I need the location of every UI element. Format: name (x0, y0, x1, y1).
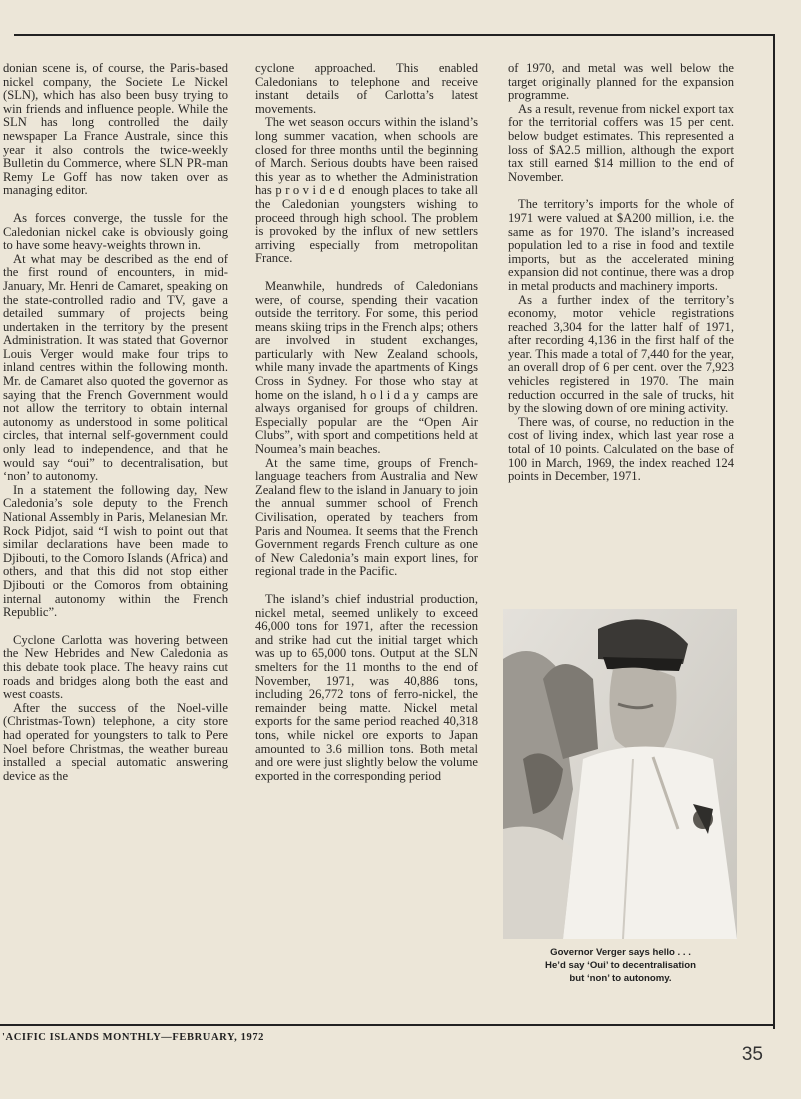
right-rule (773, 34, 775, 1029)
paragraph: donian scene is, of course, the Paris-based nickel company, the Societe Le Nickel (SLN), which has also been busy trying to win friends and influence people. While the SLN has long controlled the daily newspaper La France Australe, since this year it also controls the twice-weekly Bulletin du Commerce, where SLN PR-man Remy Le Goff has now taken over as managing editor. (3, 61, 228, 198)
paragraph: At what may be described as the end of the first round of encounters, in mid-January, Mr. Henri de Camaret, speaking on the state-controlled radio and TV, gave a detailed summary of projects being undertaken in the territory by the present Administration. It was stated that Governor Louis Verger would make four trips to inland centres within the following month. Mr. de Camaret also quoted the governor as saying that the French Government would not allow the territory to obtain internal autonomy as understood in some political circles, that internal self-government could only lead to independence, and that he would say “oui” to decentralisation, but ‘non’ to autonomy. (3, 251, 228, 484)
governor-photo (503, 609, 737, 939)
paragraph: The island’s chief industrial production, nickel metal, seemed unlikely to exceed 46,000 tons for 1971, after the recession and strike had cut the initial target which was up to 65,000 tons. Output at the SLN smelters for the 11 months to the end of November, 1971, was 40,886 tons, including 26,772 tons of ferro-nickel, the remainder being matte. Nickel metal exports for the same period reached 40,318 tons, while nickel ore exports to Japan amounted to 3.6 million tons. Both metal and ore were just slightly below the volume exported in the corresponding period (255, 591, 478, 783)
caption-line: He’d say ‘Oui’ to decentralisation (545, 960, 696, 971)
article-column-2 (255, 62, 478, 783)
article-column-3 (508, 62, 734, 484)
page-number: 35 (741, 1044, 763, 1065)
article-column-1 (3, 62, 228, 783)
paragraph: As a result, revenue from nickel export tax for the territorial coffers was 15 per cent. below budget estimates. This represented a loss of $A2.5 million, although the export tax still earned $14 million to the end of November. (508, 101, 734, 184)
top-rule (14, 34, 775, 36)
caption-line: Governor Verger says hello . . . (550, 947, 691, 958)
paragraph: As a further index of the territory’s economy, motor vehicle registrations reached 3,304 for the latter half of 1971, after recording 4,136 in the first half of the year. This made a total of 7,440 for the year, an overall drop of 6 per cent. over the 7,923 vehicles registered in 1970. The main reduction occurred in the sale of trucks, hit by the slowing down of ore mining activity. (508, 292, 734, 416)
paragraph: In a statement the following day, New Caledonia’s sole deputy to the French National Assembly in Paris, Melanesian Mr. Rock Pidjot, said “I wish to point out that similar declarations have been made to Djibouti, to the Comoro Islands (Africa) and others, and that this did not stop either Djibouti or the Comoros from obtaining internal autonomy within the French Republic”. (3, 482, 228, 620)
photo-caption (508, 946, 733, 985)
photo-illustration (503, 609, 737, 939)
paragraph: There was, of course, no reduction in the cost of living index, which last year rose a total of 10 points. Calculated on the base of 100 in March, 1969, the index reached 124 points in December, 1971. (508, 414, 734, 484)
paragraph: At the same time, groups of French-language teachers from Australia and New Zealand flew to the island in January to join the annual summer school of French Civilisation, operated by teachers from Paris and Noumea. It seems that the French Government regards French culture as one of New Caledonia’s main export lines, for regional trade in the Pacific. (255, 455, 478, 579)
paragraph: As forces converge, the tussle for the Caledonian nickel cake is obviously going to have some heavy-weights thrown in. (3, 210, 228, 253)
bottom-rule (0, 1024, 775, 1026)
paragraph: cyclone approached. This enabled Caledonians to telephone and receive instant details of Carlotta’s latest movements. (255, 61, 478, 116)
paragraph: Meanwhile, hundreds of Caledonians were, of course, spending their vacation outside the territory. For some, this period means skiing trips in the French alps; others are involved in student exchanges, particularly with New Zealand schools, while many invade the apartments of Kings Cross in Sydney. For those who stay at home on the island, holiday camps are always organised for groups of children. Especially popular are the “Open Air Clubs”, with sport and competitions held at Noumea’s main beaches. (255, 278, 478, 457)
paragraph: Cyclone Carlotta was hovering between the New Hebrides and New Caledonia as this debate took place. The heavy rains cut roads and bridges along both the east and west coasts. (3, 632, 228, 702)
paragraph: The wet season occurs within the island’s long summer vacation, when schools are closed for three months until the beginning of March. Serious doubts have been raised this year as to whether the Administration has provided enough places to take all the Caledonian youngsters wishing to proceed through high school. The problem is provoked by the influx of new settlers arriving especially from metropolitan France. (255, 115, 478, 266)
paragraph: of 1970, and metal was well below the target originally planned for the expansion programme. (508, 61, 734, 103)
paragraph: After the success of the Noel-ville (Christmas-Town) telephone, a city store had operated for youngsters to talk to Pere Noel before Christmas, the weather bureau installed a special automatic answering device as the (3, 700, 228, 783)
paragraph: The territory’s imports for the whole of 1971 were valued at $A200 million, i.e. the same as for 1970. The island’s increased population led to a rise in food and textile imports, but as the accelerated mining expansion did not continue, there was a drop in metal products and machinery imports. (508, 197, 734, 293)
publication-footer: 'ACIFIC ISLANDS MONTHLY—FEBRUARY, 1972 (2, 1032, 265, 1043)
caption-line: but ‘non’ to autonomy. (569, 973, 672, 984)
